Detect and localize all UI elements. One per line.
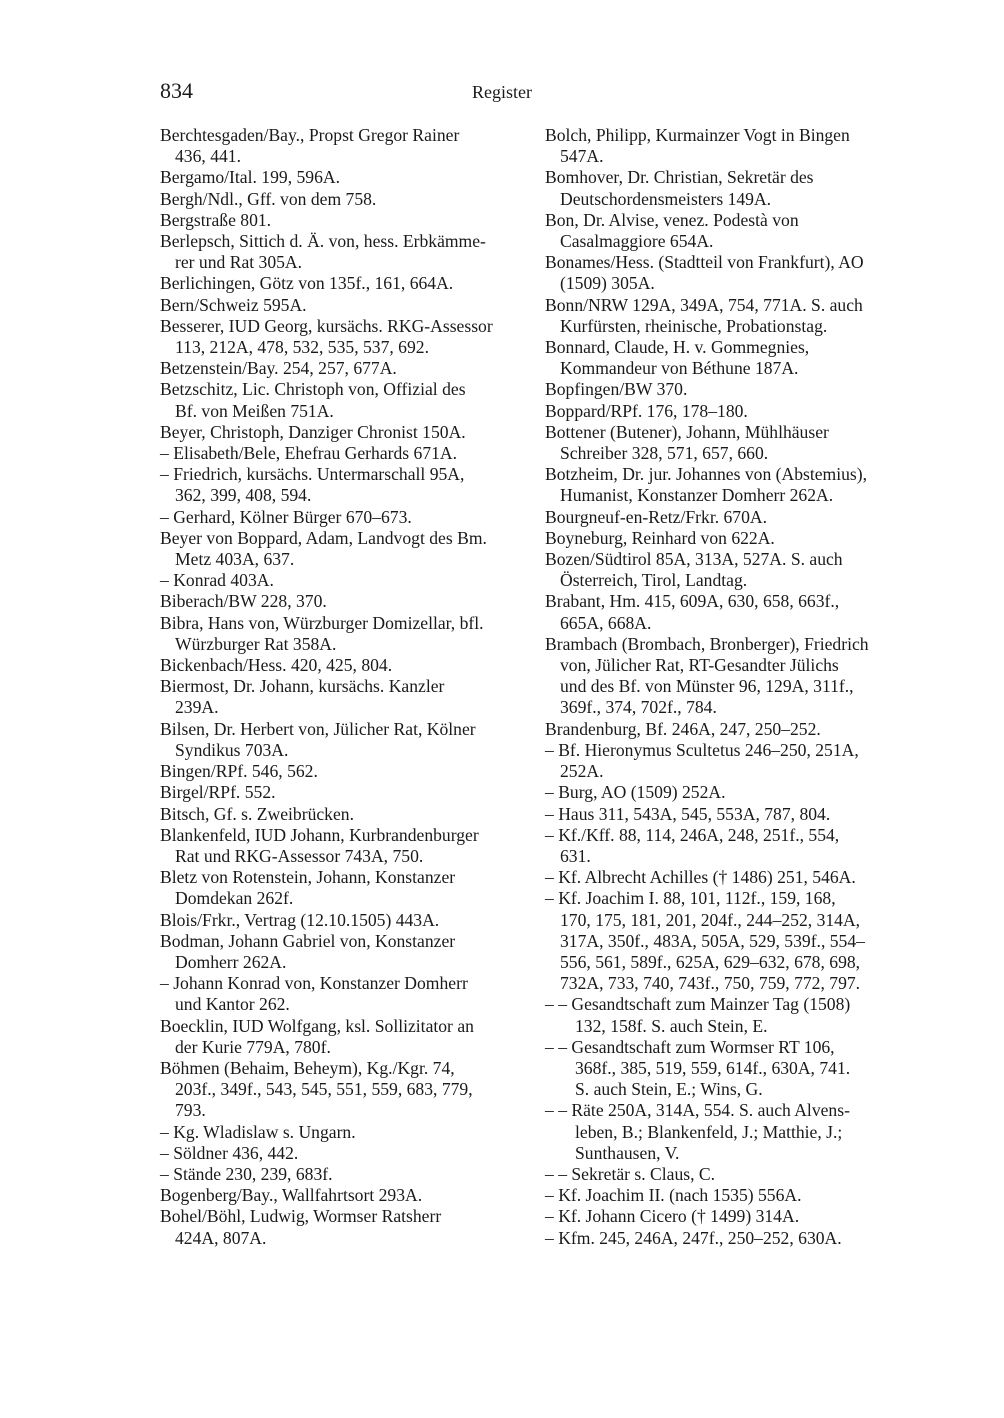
index-entry-continuation: 631.: [560, 845, 591, 866]
index-entry: – – Gesandtschaft zum Wormser RT 106,: [545, 1036, 835, 1057]
index-entry: – Kf. Joachim I. 88, 101, 112f., 159, 168,: [545, 888, 836, 909]
index-entry: Bibra, Hans von, Würzburger Domizellar, bfl.: [160, 612, 484, 633]
index-entry: – Burg, AO (1509) 252A.: [545, 782, 726, 803]
index-entry: – Söldner 436, 442.: [160, 1142, 299, 1163]
index-entry-continuation: 362, 399, 408, 594.: [175, 485, 312, 506]
index-entry: – Stände 230, 239, 683f.: [160, 1163, 333, 1184]
index-entry: – Kf. Albrecht Achilles († 1486) 251, 546A.: [545, 867, 856, 888]
index-entry: Boyneburg, Reinhard von 622A.: [545, 527, 775, 548]
index-entry-continuation: 252A.: [560, 761, 604, 782]
index-entry: Bodman, Johann Gabriel von, Konstanzer: [160, 930, 456, 951]
index-entry: – – Sekretär s. Claus, C.: [545, 1163, 716, 1184]
index-entry: Besserer, IUD Georg, kursächs. RKG-Assessor: [160, 315, 493, 336]
index-entry: Bickenbach/Hess. 420, 425, 804.: [160, 655, 393, 676]
index-entry: Bonames/Hess. (Stadtteil von Frankfurt), AO: [545, 252, 864, 273]
index-entry: Bilsen, Dr. Herbert von, Jülicher Rat, Kölner: [160, 718, 476, 739]
index-entry: – Gerhard, Kölner Bürger 670–673.: [160, 506, 412, 527]
index-entry-continuation: 556, 561, 589f., 625A, 629–632, 678, 698,: [560, 951, 861, 972]
index-entry: Boppard/RPf. 176, 178–180.: [545, 400, 748, 421]
index-column-right: [545, 125, 917, 1249]
index-entry: Bitsch, Gf. s. Zweibrücken.: [160, 803, 354, 824]
index-entry: Botzheim, Dr. jur. Johannes von (Abstemius),: [545, 464, 868, 485]
index-entry: Biberach/BW 228, 370.: [160, 591, 327, 612]
index-entry: – Haus 311, 543A, 545, 553A, 787, 804.: [545, 803, 831, 824]
index-entry: Bottener (Butener), Johann, Mühlhäuser: [545, 421, 829, 442]
index-entry-continuation: Domdekan 262f.: [175, 888, 294, 909]
index-entry-continuation: Österreich, Tirol, Landtag.: [560, 570, 748, 591]
index-entry: Bergamo/Ital. 199, 596A.: [160, 167, 340, 188]
index-entry: Bohel/Böhl, Ludwig, Wormser Ratsherr: [160, 1206, 442, 1227]
index-entry-continuation: 317A, 350f., 483A, 505A, 529, 539f., 554–: [560, 930, 865, 951]
index-entry-continuation: der Kurie 779A, 780f.: [175, 1036, 331, 1057]
index-entry: Bon, Dr. Alvise, venez. Podestà von: [545, 209, 799, 230]
index-entry-continuation: 547A.: [560, 146, 604, 167]
index-entry-continuation: 369f., 374, 702f., 784.: [560, 697, 717, 718]
index-entry: Biermost, Dr. Johann, kursächs. Kanzler: [160, 676, 445, 697]
index-entry: Bomhover, Dr. Christian, Sekretär des: [545, 167, 814, 188]
index-entry: Bourgneuf-en-Retz/Frkr. 670A.: [545, 506, 768, 527]
index-entry: Berlepsch, Sittich d. Ä. von, hess. Erbkämme-: [160, 231, 486, 252]
index-entry-continuation: S. auch Stein, E.; Wins, G.: [575, 1079, 763, 1100]
index-entry-continuation: 732A, 733, 740, 743f., 750, 759, 772, 797.: [560, 973, 861, 994]
index-entry-continuation: 239A.: [175, 697, 219, 718]
index-entry: – Kf. Johann Cicero († 1499) 314A.: [545, 1206, 800, 1227]
index-entry-continuation: Deutschordensmeisters 149A.: [560, 188, 772, 209]
index-entry: Böhmen (Behaim, Beheym), Kg./Kgr. 74,: [160, 1057, 455, 1078]
index-entry-continuation: leben, B.; Blankenfeld, J.; Matthie, J.;: [575, 1121, 843, 1142]
index-entry: – Bf. Hieronymus Scultetus 246–250, 251A,: [545, 739, 859, 760]
index-entry-continuation: 793.: [175, 1100, 206, 1121]
index-entry-continuation: 203f., 349f., 543, 545, 551, 559, 683, 779,: [175, 1079, 473, 1100]
index-entry-continuation: Würzburger Rat 358A.: [175, 633, 337, 654]
index-entry-continuation: Domherr 262A.: [175, 951, 287, 972]
index-entry: Bonn/NRW 129A, 349A, 754, 771A. S. auch: [545, 294, 863, 315]
index-entry-continuation: rer und Rat 305A.: [175, 252, 303, 273]
index-entry: Betzschitz, Lic. Christoph von, Offizial des: [160, 379, 466, 400]
index-entry-continuation: Sunthausen, V.: [575, 1142, 680, 1163]
index-entry: – Johann Konrad von, Konstanzer Domherr: [160, 973, 468, 994]
index-entry-continuation: Casalmaggiore 654A.: [560, 231, 714, 252]
index-entry-continuation: Syndikus 703A.: [175, 739, 289, 760]
index-entry: Brabant, Hm. 415, 609A, 630, 658, 663f.,: [545, 591, 840, 612]
index-entry-continuation: 436, 441.: [175, 146, 241, 167]
index-entry: Beyer, Christoph, Danziger Chronist 150A.: [160, 421, 466, 442]
index-entry-continuation: (1509) 305A.: [560, 273, 655, 294]
index-entry: Bergh/Ndl., Gff. von dem 758.: [160, 188, 377, 209]
index-entry-continuation: Kurfürsten, rheinische, Probationstag.: [560, 315, 828, 336]
index-entry: Beyer von Boppard, Adam, Landvogt des Bm.: [160, 527, 487, 548]
index-entry-continuation: und Kantor 262.: [175, 994, 290, 1015]
index-entry-continuation: Humanist, Konstanzer Domherr 262A.: [560, 485, 834, 506]
index-entry: Brandenburg, Bf. 246A, 247, 250–252.: [545, 718, 821, 739]
page-number: 834: [160, 78, 193, 103]
index-entry: – – Gesandtschaft zum Mainzer Tag (1508): [545, 994, 851, 1015]
index-entry: – Kg. Wladislaw s. Ungarn.: [160, 1121, 356, 1142]
index-entry-continuation: 132, 158f. S. auch Stein, E.: [575, 1015, 768, 1036]
index-entry: Berlichingen, Götz von 135f., 161, 664A.: [160, 273, 454, 294]
index-entry-continuation: Rat und RKG-Assessor 743A, 750.: [175, 845, 424, 866]
index-entry: – Kf. Joachim II. (nach 1535) 556A.: [545, 1185, 802, 1206]
index-entry-continuation: von, Jülicher Rat, RT-Gesandter Jülichs: [560, 655, 839, 676]
index-entry: – Friedrich, kursächs. Untermarschall 95A,: [160, 464, 465, 485]
index-entry: – Kfm. 245, 246A, 247f., 250–252, 630A.: [545, 1227, 842, 1248]
index-entry: Bopfingen/BW 370.: [545, 379, 688, 400]
running-head: Register: [472, 82, 532, 102]
index-entry: Bingen/RPf. 546, 562.: [160, 761, 318, 782]
index-entry: Bergstraße 801.: [160, 209, 272, 230]
index-entry-continuation: Bf. von Meißen 751A.: [175, 400, 334, 421]
index-entry: – Konrad 403A.: [160, 570, 274, 591]
index-entry: – – Räte 250A, 314A, 554. S. auch Alvens-: [545, 1100, 850, 1121]
index-entry-continuation: Kommandeur von Béthune 187A.: [560, 358, 799, 379]
index-entry-continuation: Metz 403A, 637.: [175, 549, 295, 570]
index-entry: Bern/Schweiz 595A.: [160, 294, 307, 315]
index-entry-continuation: und des Bf. von Münster 96, 129A, 311f.,: [560, 676, 854, 697]
index-entry: Bozen/Südtirol 85A, 313A, 527A. S. auch: [545, 549, 843, 570]
index-entry-continuation: 368f., 385, 519, 559, 614f., 630A, 741.: [575, 1057, 851, 1078]
index-entry-continuation: 170, 175, 181, 201, 204f., 244–252, 314A,: [560, 909, 861, 930]
index-entry: Boecklin, IUD Wolfgang, ksl. Sollizitator an: [160, 1015, 474, 1036]
index-entry: Bonnard, Claude, H. v. Gommegnies,: [545, 337, 810, 358]
index-entry-continuation: 424A, 807A.: [175, 1227, 267, 1248]
index-entry: Bogenberg/Bay., Wallfahrtsort 293A.: [160, 1185, 423, 1206]
index-entry-continuation: 665A, 668A.: [560, 612, 652, 633]
index-entry: Blankenfeld, IUD Johann, Kurbrandenburger: [160, 824, 479, 845]
index-entry: – Elisabeth/Bele, Ehefrau Gerhards 671A.: [160, 443, 458, 464]
index-entry: Bolch, Philipp, Kurmainzer Vogt in Bingen: [545, 125, 850, 145]
index-entry: – Kf./Kff. 88, 114, 246A, 248, 251f., 554,: [545, 824, 840, 845]
index-entry: Betzenstein/Bay. 254, 257, 677A.: [160, 358, 397, 379]
index-entry: Blois/Frkr., Vertrag (12.10.1505) 443A.: [160, 909, 440, 930]
index-entry-continuation: 113, 212A, 478, 532, 535, 537, 692.: [175, 337, 429, 358]
index-entry: Birgel/RPf. 552.: [160, 782, 276, 803]
index-entry: Bletz von Rotenstein, Johann, Konstanzer: [160, 867, 456, 888]
index-column-left: [160, 125, 532, 1249]
index-entry: Berchtesgaden/Bay., Propst Gregor Rainer: [160, 125, 460, 145]
index-entry-continuation: Schreiber 328, 571, 657, 660.: [560, 443, 769, 464]
index-entry: Brambach (Brombach, Bronberger), Friedrich: [545, 633, 869, 654]
